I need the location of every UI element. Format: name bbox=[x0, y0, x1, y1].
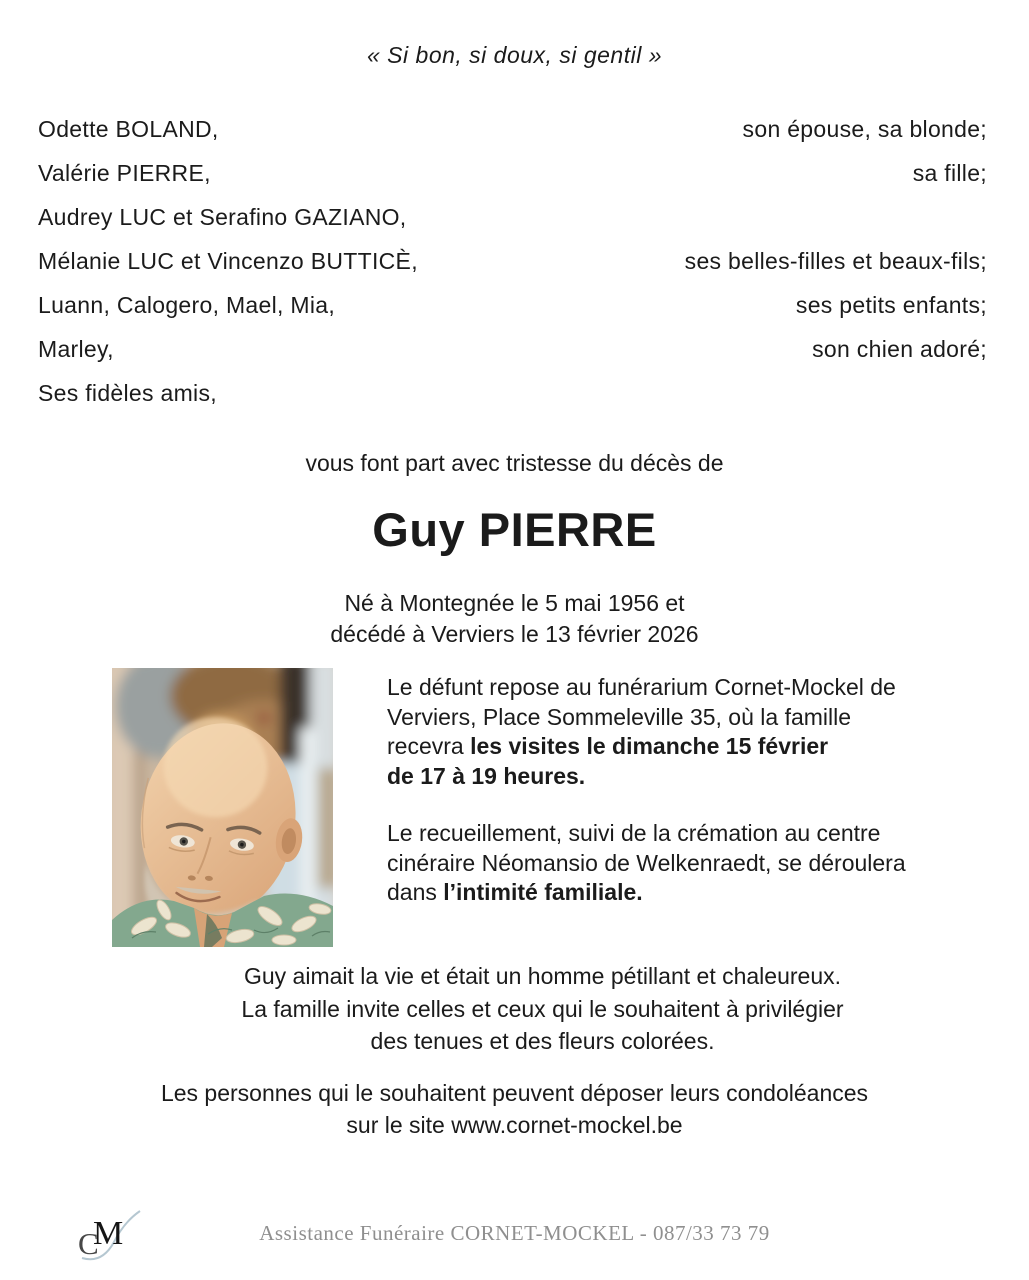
family-row bbox=[38, 160, 987, 204]
recueillement-paragraph bbox=[387, 819, 987, 908]
birth-line: Né à Montegnée le 5 mai 1956 et bbox=[344, 590, 685, 616]
tribute-line2: La famille invite celles et ceux qui le souhaitent à privilégier bbox=[241, 995, 844, 1022]
family-relation: son chien adoré; bbox=[812, 336, 987, 362]
family-row bbox=[38, 292, 987, 336]
recueillement-line2: cinéraire Néomansio de Welkenraedt, se déroulera bbox=[387, 849, 906, 876]
condolences-paragraph bbox=[0, 1077, 1029, 1141]
announcement-intro: vous font part avec tristesse du décès de bbox=[305, 450, 724, 476]
death-line: décédé à Verviers le 13 février 2026 bbox=[330, 621, 699, 647]
family-names: Odette BOLAND, bbox=[38, 116, 219, 142]
family-relation: ses petits enfants; bbox=[795, 292, 987, 318]
family-names: Ses fidèles amis, bbox=[38, 380, 217, 406]
family-row bbox=[38, 336, 987, 380]
family-names: Valérie PIERRE, bbox=[38, 160, 211, 186]
funeral-home-footer: Assistance Funéraire CORNET-MOCKEL - 087/33 73 79 bbox=[259, 1221, 770, 1245]
repose-paragraph bbox=[387, 673, 987, 791]
family-row bbox=[38, 204, 987, 248]
recueillement-line1: Le recueillement, suivi de la crémation au centre bbox=[387, 820, 881, 846]
svg-text:C: C bbox=[78, 1226, 99, 1261]
portrait-photo bbox=[112, 668, 333, 947]
repose-line4-bold: de 17 à 19 heures. bbox=[387, 762, 586, 789]
family-list bbox=[38, 116, 987, 424]
family-names: Mélanie LUC et Vincenzo BUTTICÈ, bbox=[38, 248, 418, 274]
family-row bbox=[38, 116, 987, 160]
family-row bbox=[38, 380, 987, 424]
repose-line3-normal: recevra bbox=[387, 733, 471, 759]
condolences-line2: sur le site www.cornet-mockel.be bbox=[346, 1112, 683, 1138]
recueillement-line3-normal: dans bbox=[387, 879, 444, 905]
tribute-line1: Guy aimait la vie et était un homme pétillant et chaleureux. bbox=[243, 963, 842, 989]
recueillement-line3-bold: l’intimité familiale. bbox=[443, 879, 643, 905]
repose-line2: Verviers, Place Sommeleville 35, où la famille bbox=[387, 703, 852, 730]
birth-death-dates bbox=[0, 588, 1029, 650]
family-relation: son épouse, sa blonde; bbox=[742, 116, 987, 142]
condolences-line1: Les personnes qui le souhaitent peuvent déposer leurs condoléances bbox=[160, 1080, 869, 1106]
memorial-quote: « Si bon, si doux, si gentil » bbox=[367, 42, 662, 68]
tribute-line3: des tenues et des fleurs colorées. bbox=[370, 1028, 715, 1054]
repose-line3-bold: les visites le dimanche 15 février bbox=[470, 733, 829, 759]
tribute-paragraph bbox=[56, 960, 1029, 1058]
family-names: Marley, bbox=[38, 336, 114, 362]
deceased-name: Guy PIERRE bbox=[372, 503, 657, 556]
funeral-info bbox=[387, 673, 987, 908]
repose-line1: Le défunt repose au funérarium Cornet-Mockel de bbox=[387, 674, 896, 700]
family-relation: sa fille; bbox=[912, 160, 987, 186]
family-names: Luann, Calogero, Mael, Mia, bbox=[38, 292, 336, 318]
portrait-illustration bbox=[112, 668, 333, 947]
family-names: Audrey LUC et Serafino GAZIANO, bbox=[38, 204, 407, 230]
svg-text:M: M bbox=[93, 1215, 124, 1252]
family-relation: ses belles-filles et beaux-fils; bbox=[684, 248, 987, 274]
family-row bbox=[38, 248, 987, 292]
